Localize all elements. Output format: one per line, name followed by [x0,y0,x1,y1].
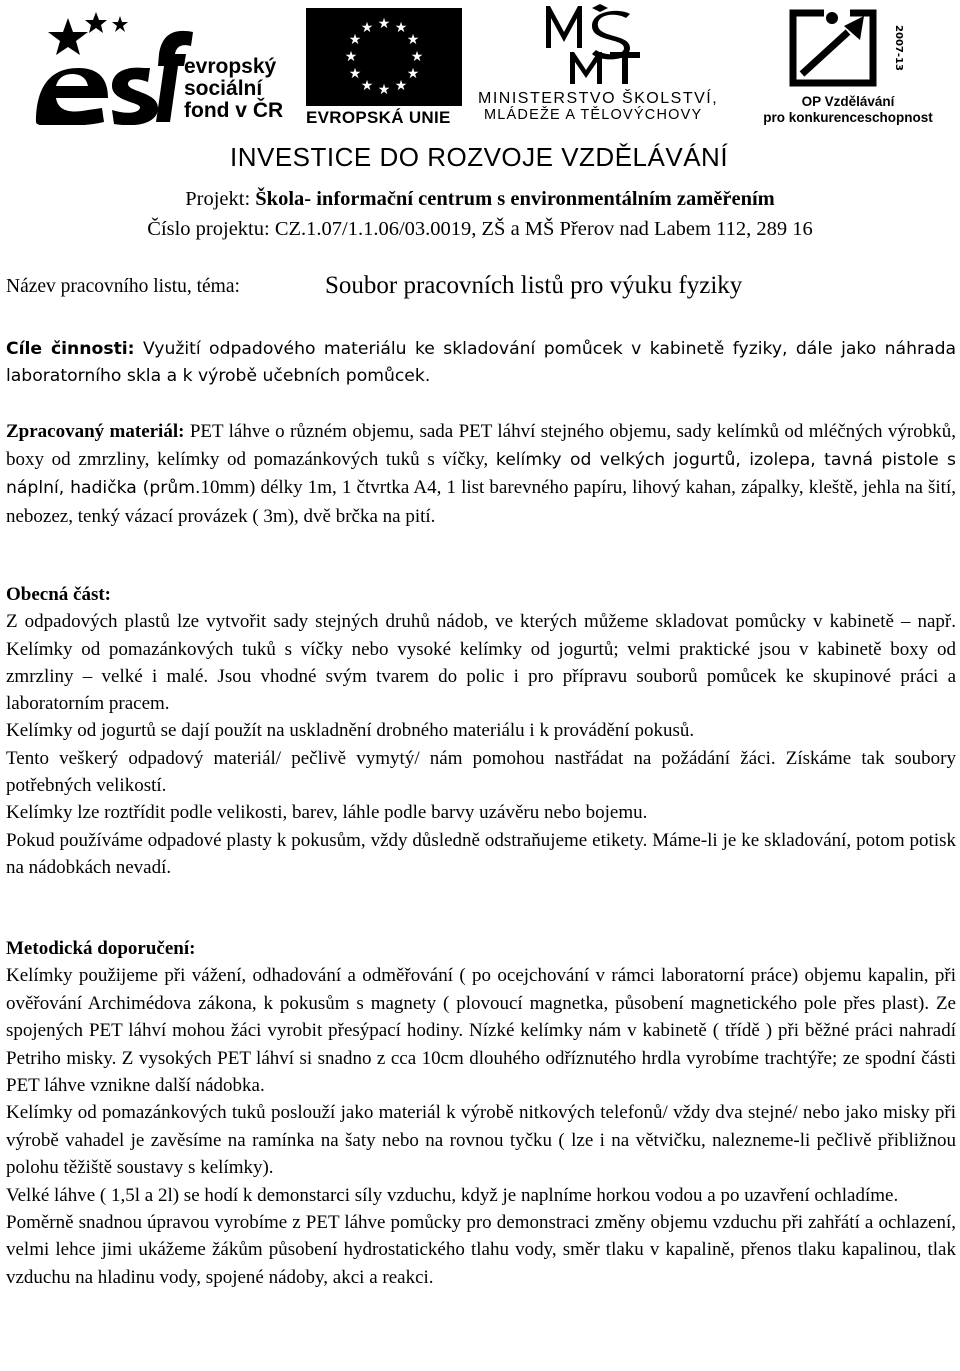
svg-text:★: ★ [394,20,408,36]
project-name: Škola- informační centrum s environmentálním zaměřením [255,188,775,210]
esf-mark-icon [28,10,193,125]
msmt-line1: MINISTERSTVO ŠKOLSTVÍ, [478,90,719,107]
op-text [758,94,938,126]
logo-bar [0,0,960,135]
cile-section [6,336,956,390]
esf-line1: evropský [184,55,277,78]
svg-text:★: ★ [406,66,420,82]
metodicka-paragraph: Kelímky použijeme při vážení, odhadování a odměřování ( po ocejchování v rámci laboratorní práce) objemu kapalin, při ověřování Archimédova zákona, k pokusům s magnety ( plovoucí magnetka, působení magnetického pole přes plast). Ze spojených PET láhví mohou žáci vyrobit přesýpací hodiny. Nízké kelímky nám v kabinetě ( třídě ) při běžné práci nahradí Petriho misky. Z vysokých PET láhví si snadno z cca 10cm dlouhého odříznutého hrdla vyrobíme trachtýře; ze spodní části PET láhve vznikne další nádobka. [6,965,956,1097]
eu-logo [306,8,466,126]
obecna-paragraph: Kelímky lze roztřídit podle velikosti, barev, láhle podle barvy uzávěru nebo bojemu. [6,802,648,824]
project-label: Projekt: [185,188,256,210]
cile-label: Cíle činnosti: [6,339,135,359]
esf-line3: fond v ČR [184,99,284,122]
msmt-logo [478,4,748,126]
obecna-heading: Obecná část: [6,584,112,605]
msmt-text [478,90,718,124]
obecna-paragraph: Kelímky od jogurtů se dají použít na uskladnění drobného materiálu i k provádění pokusů. [6,720,695,742]
obecna-section [6,581,956,881]
cile-text: Využití odpadového materiálu ke skladování pomůcek v kabinetě fyziky, dále jako náhrada laboratorního skla a k výrobě učebních pomůcek. [6,339,957,386]
project-line [0,188,960,211]
msmt-line2: MLÁDEŽE A TĚLOVÝCHOVY [484,107,703,123]
svg-text:★: ★ [344,49,358,65]
svg-text:★: ★ [377,16,391,32]
svg-text:★: ★ [410,49,424,65]
op-mark-icon [788,8,918,88]
svg-text:★: ★ [348,32,362,48]
op-logo [758,8,938,126]
op-line1: OP Vzdělávání [801,94,895,109]
esf-text [184,56,283,122]
svg-text:★: ★ [406,32,420,48]
svg-text:★: ★ [360,20,374,36]
svg-text:2007-13: 2007-13 [893,25,904,71]
obecna-paragraph: Pokud používáme odpadové plasty k pokusům, vždy důsledně odstraňujeme etikety. Máme-li je ke skladování, potom potisk na nádobkách nevadí. [6,829,956,878]
investice-heading: INVESTICE DO ROZVOJE VZDĚLÁVÁNÍ [230,142,729,172]
topic-label: Název pracovního listu, téma: [6,276,240,297]
obecna-paragraph: Tento veškerý odpadový materiál/ pečlivě vymytý/ nám pomohou nastřádat na požádání žáci. Získáme tak soubory potřebných velikostí. [6,747,956,797]
topic-title: Soubor pracovních listů pro výuku fyziky [325,272,743,299]
msmt-mark-icon [540,4,690,84]
metodicka-paragraph: Velké láhve ( 1,5l a 2l) se hodí k demonstarci síly vzduchu, když je naplníme horkou vodou a po uzavření ochladíme. [6,1184,899,1206]
material-text1: PET láhve o různém objemu, sada PET láhví stejného objemu, sady kelímků od mléčných výrobků, boxy od zmrzliny, kelímky od pomazánkových tuků s víčky, [6,421,957,470]
material-text2: kelímky od velkých jogurtů, izolepa, tavná pistole s náplní, hadička (prům. [6,449,957,498]
op-line2: pro konkurenceschopnost [763,110,933,125]
svg-text:★: ★ [377,82,391,98]
project-number: Číslo projektu: CZ.1.07/1.1.06/03.0019, ZŠ a MŠ Přerov nad Labem 112, 289 16 [147,218,813,240]
eu-stars-icon [306,8,462,106]
material-text3: 10mm) délky 1m, 1 čtvrtka A4, 1 list barevného papíru, lihový kahan, zápalky, kleště, jehla na šití, nebozez, tenký vázací provázek ( 3m), dvě brčka na pití. [6,477,956,527]
material-section [6,418,956,530]
svg-text:★: ★ [348,66,362,82]
metodicka-heading: Metodická doporučení: [6,938,196,959]
esf-line2: sociální [184,77,263,100]
material-label: Zpracovaný materiál: [6,421,185,442]
obecna-paragraph: Z odpadových plastů lze vytvořit sady stejných druhů nádob, ve kterých můžeme skladovat pomůcky v kabinetě – např. Kelímky od pomazánkových tuků s víčky nebo vysoké kelímky od jogurtů; velmi praktické jsou v kabinetě boxy od zmrzliny – velké i malé. Jsou vhodné svým tvarem do polic i pro přípravu souborů pomůcek ke skupinové práci a laboratorním pracem. [6,611,956,715]
metodicka-paragraph: Poměrně snadnou úpravou vyrobíme z PET láhve pomůcky pro demonstraci změny objemu vzduchu při zahřátí a ochlazení, velmi lehce jimi ukážeme žákům působení hydrostatického tlahu vody, směr tlaku v kapalině, přenos tlaku kapalinou, tlak vzduchu na hladinu vody, spojené nádoby, akci a reakci. [6,1212,956,1288]
svg-text:★: ★ [394,78,408,94]
esf-logo [28,10,298,125]
svg-text:★: ★ [360,78,374,94]
metodicka-section [6,935,956,1291]
eu-flag [306,8,462,106]
eu-label: EVROPSKÁ UNIE [306,108,451,127]
metodicka-paragraph: Kelímky od pomazánkových tuků poslouží jako materiál k výrobě nitkových telefonů/ vždy dva stejné/ nebo jako misky při výrobě vahadel je zavěsíme na ramínka na šaty nebo na rovnou tyčku ( lze i na větvičku, nalezneme-li pečlivě přibližnou polohu těžiště soustavy s kelímky). [6,1102,956,1179]
